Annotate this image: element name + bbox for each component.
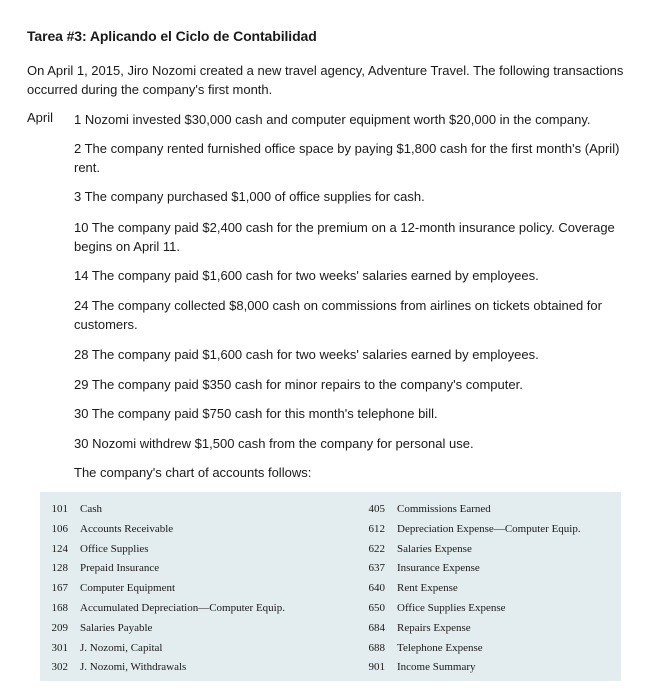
account-name: Telephone Expense [397,641,483,654]
transaction-item: 28 The company paid $1,600 cash for two weeks' salaries earned by employees. [74,347,539,362]
accounts-right-column [357,500,581,678]
account-name: Office Supplies Expense [397,601,506,614]
account-name: Income Summary [397,661,476,674]
account-row [40,579,285,599]
account-number: 168 [51,601,68,614]
account-row [40,599,285,619]
transaction-item: 10 The company paid $2,400 cash for the premium on a 12-month insurance policy. Coverage begins on April 11. [74,220,615,254]
account-name: Accumulated Depreciation—Computer Equip. [80,601,285,614]
account-name: Rent Expense [397,582,458,595]
assignment-title: Tarea #3: Aplicando el Ciclo de Contabilidad [27,28,317,44]
account-row [357,579,581,599]
account-number: 637 [368,562,385,575]
account-row [40,540,285,560]
account-row [40,500,285,520]
account-number: 167 [51,582,68,595]
account-number: 684 [368,621,385,634]
account-number: 405 [368,503,385,515]
account-number: 302 [51,661,68,674]
transaction-item: 14 The company paid $1,600 cash for two weeks' salaries earned by employees. [74,268,539,283]
account-row [40,520,285,540]
account-row [357,639,581,659]
account-number: 128 [51,562,68,575]
account-name: Salaries Payable [80,621,153,634]
account-name: J. Nozomi, Withdrawals [80,661,187,674]
account-row [357,500,581,520]
account-row [40,639,285,659]
account-row [40,619,285,639]
account-name: Salaries Expense [397,542,472,555]
intro-paragraph: On April 1, 2015, Jiro Nozomi created a new travel agency, Adventure Travel. The following transactions occurred during the company's first month. [27,63,624,97]
account-number: 124 [51,542,68,555]
account-number: 612 [368,522,385,535]
chart-of-accounts [40,492,621,681]
account-row [357,658,581,678]
transaction-item: 2 The company rented furnished office space by paying $1,800 cash for the first month's (April) rent. [74,141,620,175]
transaction-item: 24 The company collected $8,000 cash on commissions from airlines on tickets obtained for customers. [74,298,602,332]
month-label: April [27,110,54,125]
transaction-item: 30 The company paid $750 cash for this month's telephone bill. [74,406,438,421]
account-number: 901 [368,661,385,674]
transaction-item: 1 Nozomi invested $30,000 cash and computer equipment worth $20,000 in the company. [74,112,591,127]
account-number: 301 [51,641,68,654]
account-name: Computer Equipment [80,582,176,595]
account-number: 622 [368,542,385,555]
account-number: 688 [368,641,385,654]
transaction-item: 30 Nozomi withdrew $1,500 cash from the company for personal use. [74,436,474,451]
account-number: 640 [368,582,385,595]
account-row [357,559,581,579]
transaction-item: 3 The company purchased $1,000 of office supplies for cash. [74,189,425,204]
account-row [357,619,581,639]
account-name: Cash [80,503,102,515]
account-name: Depreciation Expense—Computer Equip. [397,522,581,535]
account-number: 101 [51,503,68,515]
account-name: J. Nozomi, Capital [80,641,163,654]
chart-of-accounts-intro: The company's chart of accounts follows: [74,465,312,480]
account-row [357,599,581,619]
account-row [40,559,285,579]
account-row [357,520,581,540]
account-name: Office Supplies [80,542,149,555]
accounts-left-column [40,500,285,678]
account-number: 209 [51,621,68,634]
account-number: 106 [51,522,68,535]
account-name: Accounts Receivable [80,522,174,535]
account-name: Insurance Expense [397,562,480,575]
account-name: Repairs Expense [397,621,471,634]
account-row [40,658,285,678]
transaction-item: 29 The company paid $350 cash for minor repairs to the company's computer. [74,377,523,392]
account-row [357,540,581,560]
account-name: Commissions Earned [397,503,491,515]
account-name: Prepaid Insurance [80,562,160,575]
account-number: 650 [368,601,385,614]
